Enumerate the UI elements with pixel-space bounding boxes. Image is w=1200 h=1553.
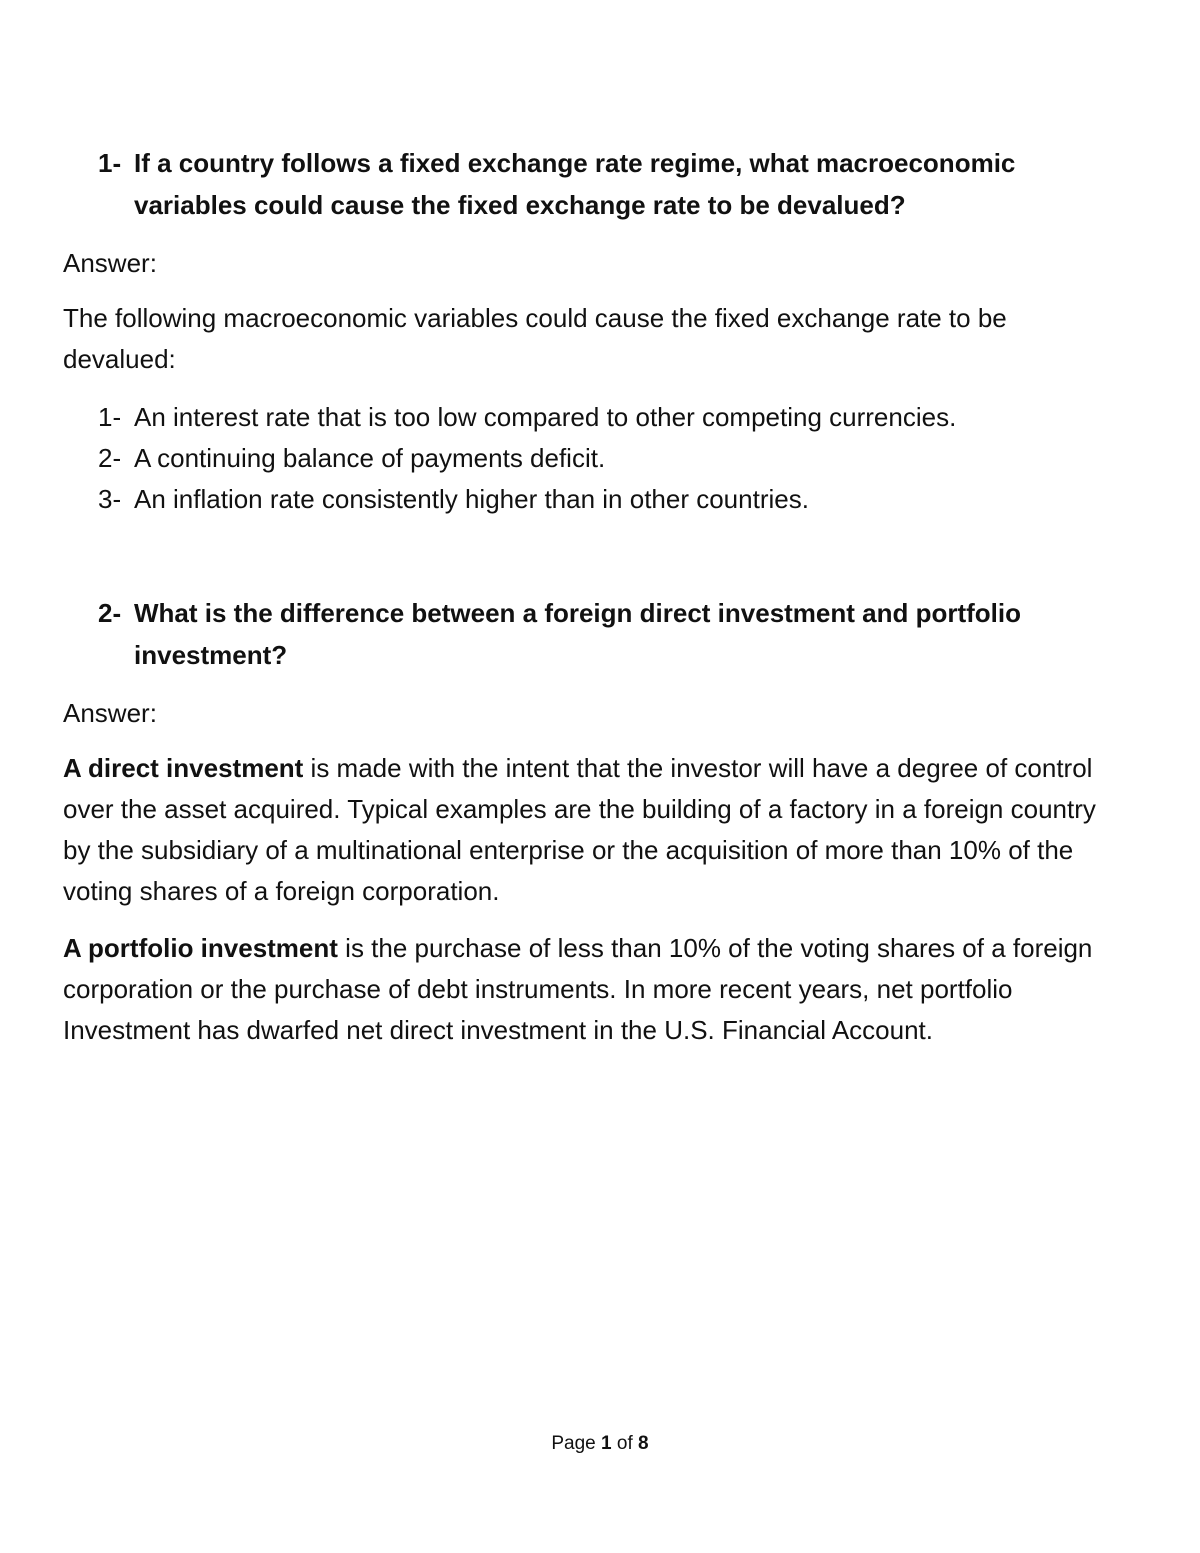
direct-investment-text: is made with the intent that the investor will have a degree of control over the asset acquired. Typical examples are the building of a factory in a foreign country by the subsidiary of a multinational enterprise or the acquisition of more than 10% of the voting shares of a foreign corporation.	[63, 753, 1096, 906]
question-2-text: What is the difference between a foreign direct investment and portfolio investment?	[134, 598, 1022, 670]
list-item-text: A continuing balance of payments deficit.	[134, 443, 606, 473]
question-1-text: If a country follows a fixed exchange rate regime, what macroeconomic variables could cause the fixed exchange rate to be devalued?	[134, 148, 1016, 220]
answer-2-label: Answer:	[63, 698, 157, 728]
direct-investment-term: A direct investment	[63, 753, 304, 783]
list-item-text: An inflation rate consistently higher than in other countries.	[134, 484, 809, 514]
answer-1-intro: The following macroeconomic variables could cause the fixed exchange rate to be devalued:	[63, 303, 1007, 374]
list-item-number: 3-	[98, 484, 122, 514]
list-item	[98, 479, 1138, 520]
list-item-number: 2-	[98, 443, 122, 473]
question-1-heading	[98, 142, 1108, 226]
direct-investment-paragraph	[63, 748, 1123, 912]
page-label: Page	[551, 1433, 596, 1454]
total-pages: 8	[638, 1433, 649, 1454]
list-item-text: An interest rate that is too low compared to other competing currencies.	[134, 402, 957, 432]
list-item-number: 1-	[98, 402, 122, 432]
list-item	[98, 438, 1138, 479]
portfolio-investment-text: is the purchase of less than 10% of the voting shares of a foreign corporation or the purchase of debt instruments. In more recent years, net portfolio Investment has dwarfed net direct investment in the U.S. Financial Account.	[63, 933, 1093, 1045]
page-number: 1	[601, 1433, 612, 1454]
question-2-number: 2-	[98, 598, 122, 628]
answer-1-list	[98, 397, 1138, 520]
page-footer	[0, 1430, 1200, 1458]
portfolio-investment-paragraph	[63, 928, 1123, 1051]
portfolio-investment-term: A portfolio investment	[63, 933, 338, 963]
answer-1-label: Answer:	[63, 248, 157, 278]
list-item	[98, 397, 1138, 438]
of-label: of	[616, 1433, 633, 1454]
question-1-number: 1-	[98, 148, 122, 178]
question-2-heading	[98, 592, 1108, 676]
